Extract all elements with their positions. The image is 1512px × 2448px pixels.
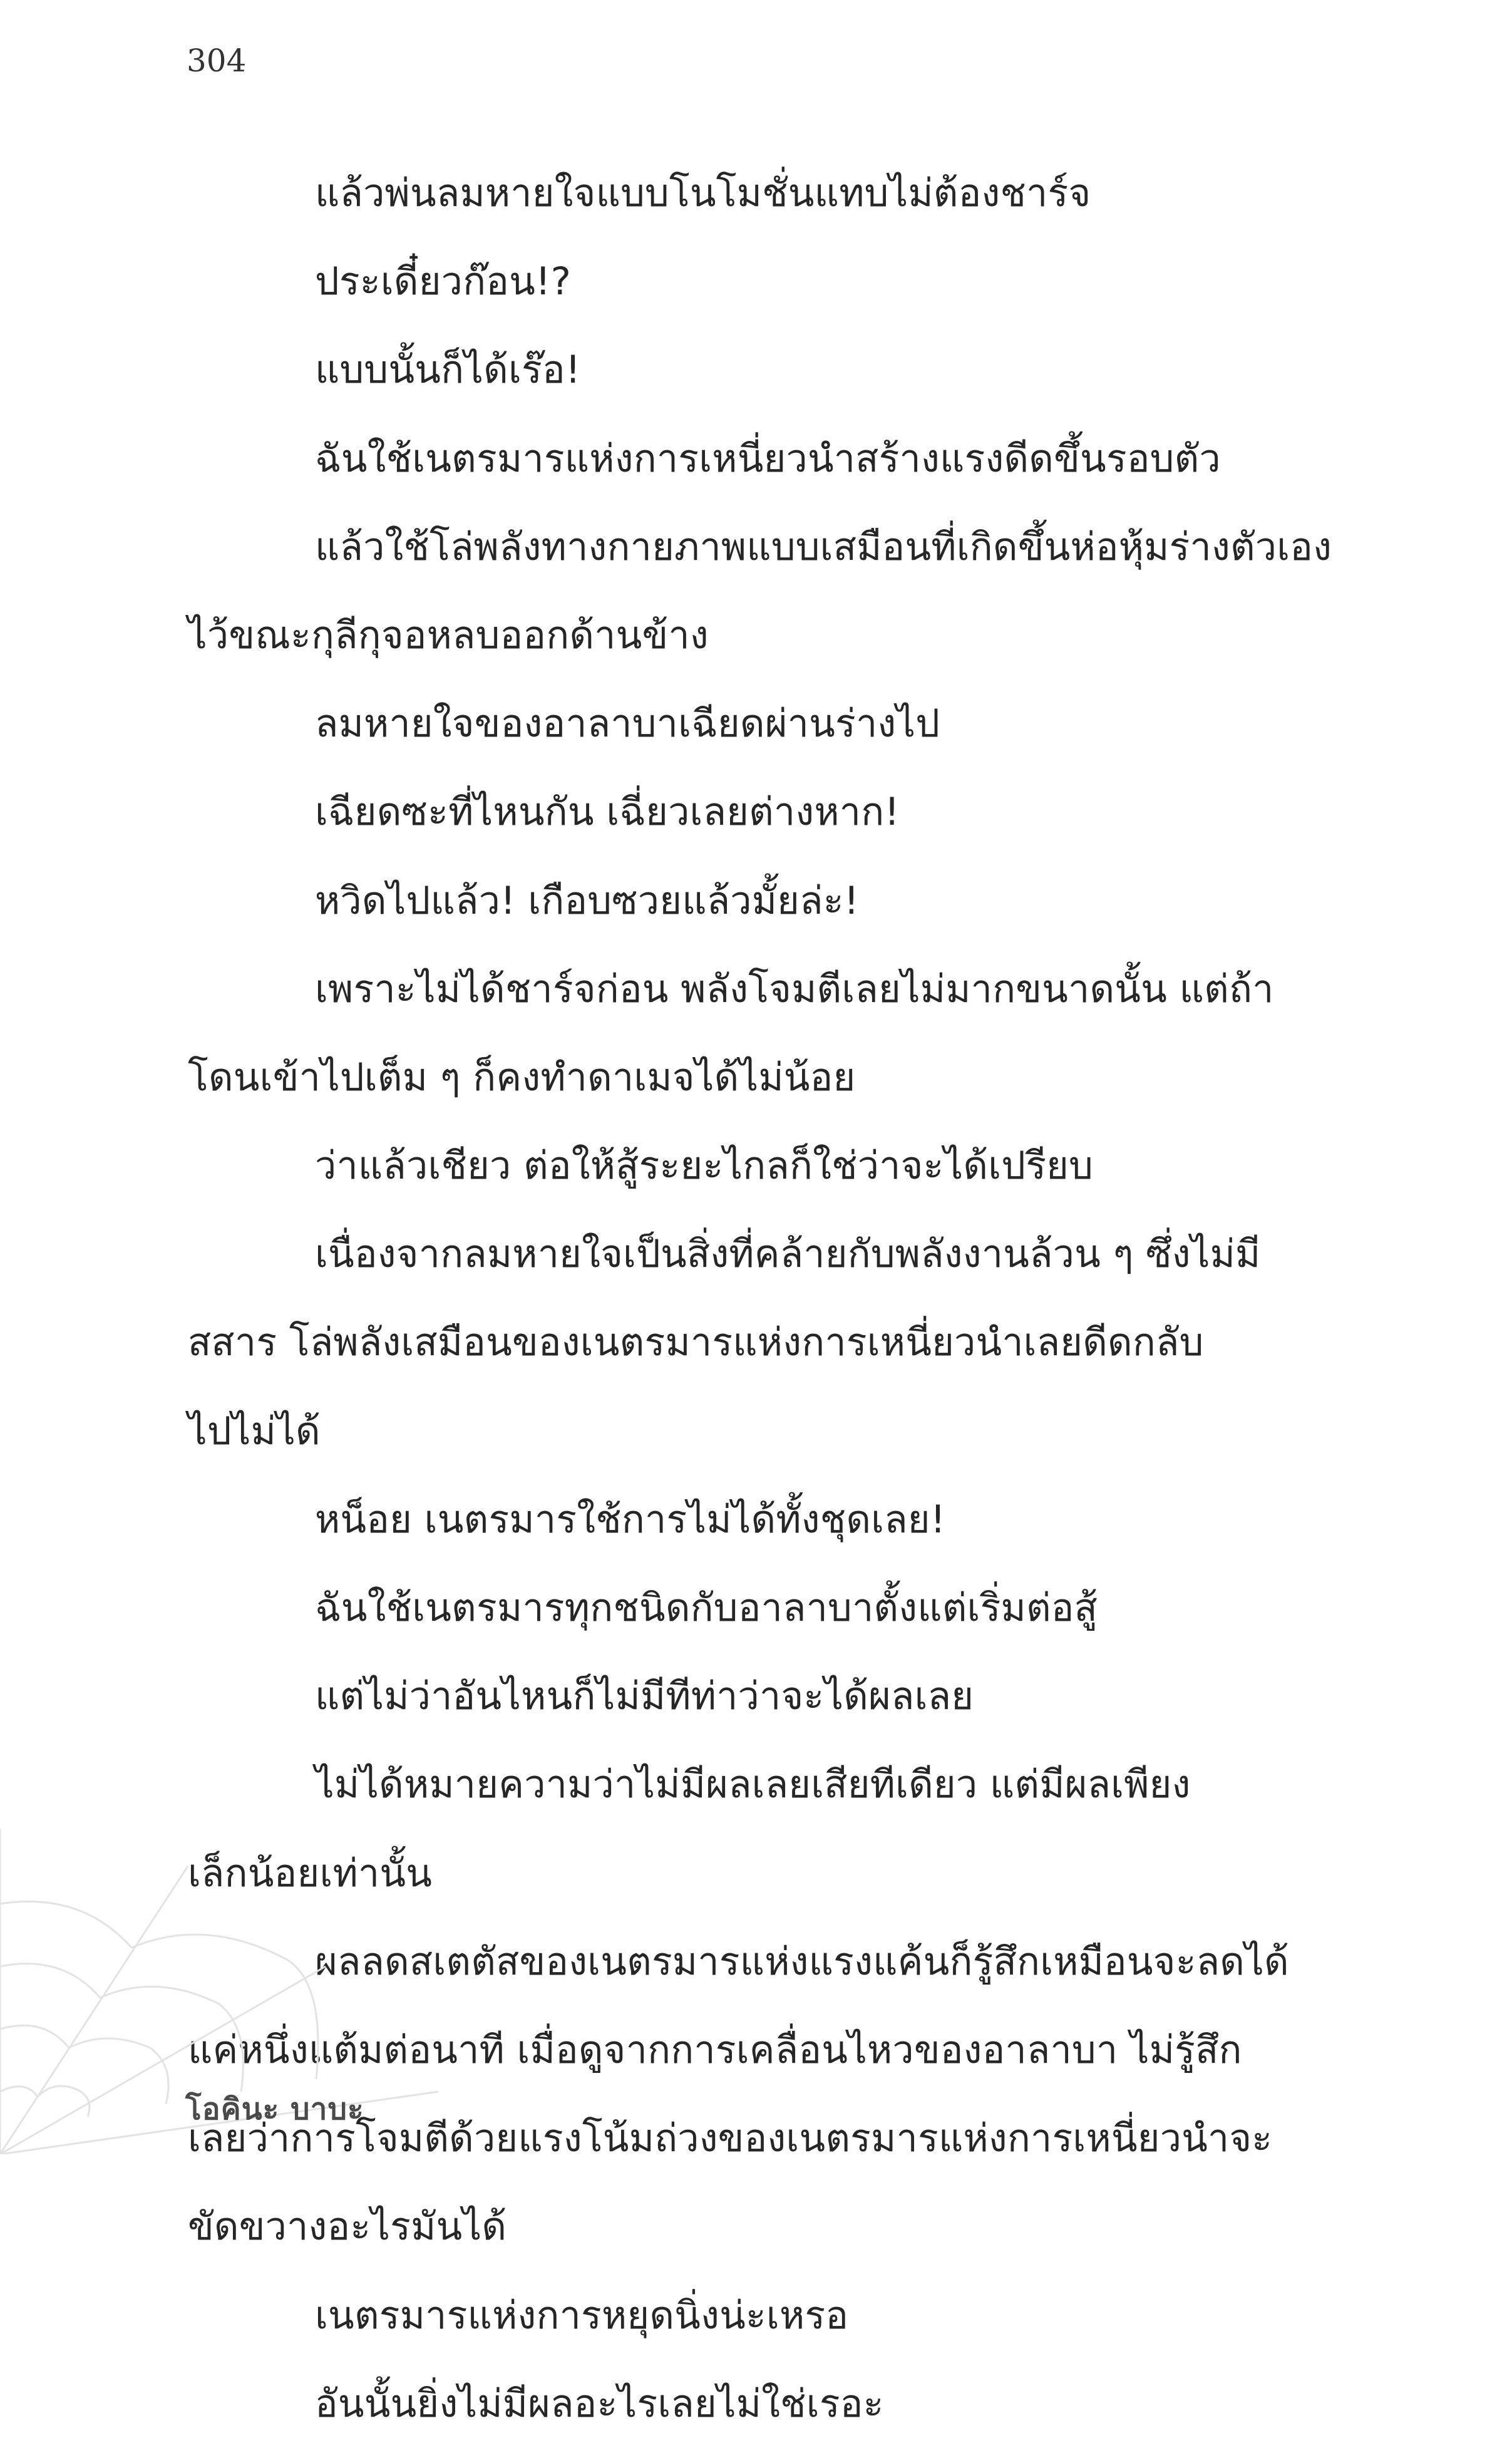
text-line: แบบนั้นก็ได้เร๊อ! [315,348,581,393]
text-line: ขัดขวางอะไรมันได้ [188,2204,507,2249]
text-line: แล้วพ่นลมหายใจแบบโนโมชั่นแทบไม่ต้องชาร์จ [315,171,1091,215]
text-line: เฉียดซะที่ไหนกัน เฉี่ยวเลยต่างหาก! [315,790,900,835]
text-line: ฉันใช้เนตรมารทุกชนิดกับอาลาบาตั้งแต่เริ่มต่อสู้ [315,1586,1098,1630]
text-line: ลมหายใจของอาลาบาเฉียดผ่านร่างไป [315,701,940,746]
text-line: เลยว่าการโจมตีด้วยแรงโน้มถ่วงของเนตรมารแห่งการเหนี่ยวนำจะ [188,2116,1273,2161]
text-line: แค่หนึ่งแต้มต่อนาที เมื่อดูจากการเคลื่อนไหวของอาลาบา ไม่รู้สึก [188,2027,1242,2072]
text-line: โดนเข้าไปเต็ม ๆ ก็คงทำดาเมจได้ไม่น้อย [188,1055,856,1100]
text-line: แต่ไม่ว่าอันไหนก็ไม่มีทีท่าว่าจะได้ผลเลย [315,1674,974,1719]
text-line: เล็กน้อยเท่านั้น [188,1851,433,1896]
text-line: เพราะไม่ได้ชาร์จก่อน พลังโจมตีเลยไม่มากขนาดนั้น แต่ถ้า [315,966,1274,1011]
text-line: ไม่ได้หมายความว่าไม่มีผลเลยเสียทีเดียว แต่มีผลเพียง [315,1762,1191,1807]
text-line: อันนั้นยิ่งไม่มีผลอะไรเลยไม่ใช่เรอะ [315,2381,884,2426]
text-line: ไว้ขณะกุลีกุจอหลบออกด้านข้าง [188,612,709,658]
text-line: หวิดไปแล้ว! เกือบซวยแล้วมั้ยล่ะ! [315,878,860,923]
text-line: สสาร โล่พลังเสมือนของเนตรมารแห่งการเหนี่ยวนำเลยดีดกลับ [188,1320,1204,1365]
text-line: ประเดี๋ยวก๊อน!? [315,259,572,304]
footer-author: โอคินะ บาบะ [185,2092,364,2127]
text-line: ฉันใช้เนตรมารแห่งการเหนี่ยวนำสร้างแรงดีดขึ้นรอบตัว [315,436,1221,481]
text-line: ว่าแล้วเชียว ต่อให้สู้ระยะไกลก็ใช่ว่าจะได้เปรียบ [315,1144,1094,1189]
page-number: 304 [187,43,247,79]
text-line: หน็อย เนตรมารใช้การไม่ได้ทั้งชุดเลย! [315,1497,946,1542]
text-line: ผลลดสเตตัสของเนตรมารแห่งแรงแค้นก็รู้สึกเหมือนจะลดได้ [315,1939,1289,1984]
text-line: เนตรมารแห่งการหยุดนิ่งน่ะเหรอ [315,2293,849,2338]
text-line: แล้วใช้โล่พลังทางกายภาพแบบเสมือนที่เกิดขึ้นห่อหุ้มร่างตัวเอง [315,524,1332,569]
text-line: เนื่องจากลมหายใจเป็นสิ่งที่คล้ายกับพลังงานล้วน ๆ ซึ่งไม่มี [315,1232,1261,1277]
text-line: ไปไม่ได้ [188,1408,321,1454]
